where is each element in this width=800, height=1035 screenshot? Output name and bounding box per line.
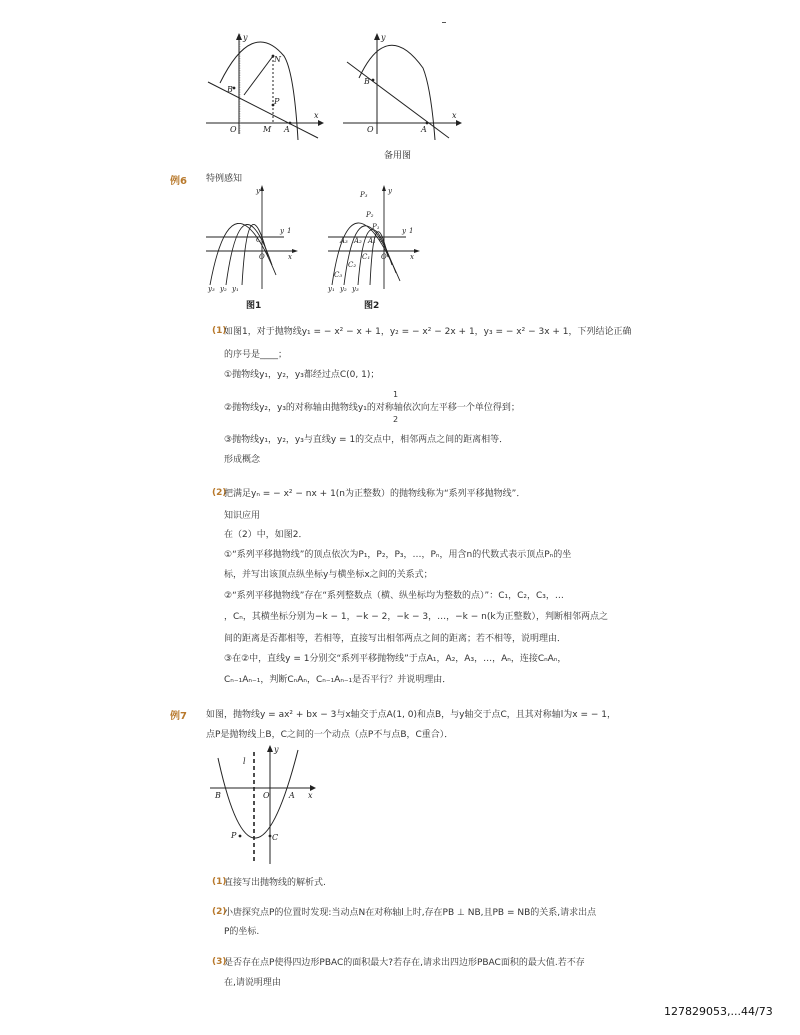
label-p1: P₁ [372, 223, 380, 231]
label-x: x [288, 253, 292, 261]
question-2-line1: 把满足yₙ = − x² − nx + 1(n为正整数）的抛物线称为“系列平移抛物线”． [224, 489, 526, 499]
question-1-item1: ①抛物线y₁，y₂，y₃都经过点C(0, 1)； [224, 370, 380, 380]
figure-ex6-fig2 [326, 185, 421, 293]
label-l: l [243, 757, 246, 766]
ex7-question-1-number: (1) [212, 877, 227, 887]
ex7-question-1-text: 直接写出抛物线的解析式. [224, 878, 326, 888]
document-id: 127829053,... [664, 1005, 741, 1018]
question-1-line2: 的序号是____； [224, 350, 288, 360]
ex7-question-2-line2: P的坐标. [224, 927, 260, 937]
label-o: O [230, 125, 237, 134]
label-x: x [314, 111, 319, 120]
figure-caption-1: 图1 [246, 301, 262, 311]
label-y: y [280, 227, 284, 235]
label-y: y [274, 745, 279, 754]
figure-ex6-fig1 [204, 185, 299, 293]
line-ab [347, 62, 449, 138]
header-mark [442, 22, 446, 23]
label-c: C [272, 833, 279, 842]
example-7-line1: 如图，抛物线y = ax² + bx − 3与x轴交于点A(1, 0)和点B，与y轴交于点C，且其对称轴l为x = − 1， [206, 710, 617, 720]
ex7-question-3-number: (3) [212, 957, 227, 967]
fraction-numerator: 1 [393, 390, 399, 399]
segment-bn [244, 56, 273, 95]
label-x: x [410, 253, 414, 261]
figure-top-right [335, 28, 465, 140]
concept-heading: 形成概念 [224, 455, 261, 465]
ex7-question-3-line1: 是否存在点P使得四边形PBAC的面积最大?若存在,请求出四边形PBAC面积的最大值.若不存 [224, 958, 585, 968]
label-y3: y₃ [352, 285, 359, 293]
label-a2: A₂ [354, 237, 362, 245]
label-c: C [256, 236, 262, 244]
label-n: N [274, 55, 281, 64]
label-m: M [263, 125, 272, 134]
example-6-title: 特例感知 [206, 174, 243, 184]
page-indicator: 44/73 [741, 1005, 773, 1018]
parabola-y2 [226, 225, 272, 286]
label-o: O [263, 791, 270, 800]
label-a1: A₁ [368, 237, 376, 245]
label-y3: y₃ [208, 285, 215, 293]
label-o: O [259, 253, 265, 261]
sub-question-2-line1: ②“系列平移抛物线”存在“系列整数点（横、纵坐标均为整数的点）”：C₁，C₂，C₃，… [224, 591, 564, 601]
figure-top-left [200, 28, 330, 140]
ex7-question-3-line2: 在,请说明理由 [224, 978, 281, 988]
label-x: x [452, 111, 457, 120]
question-1-item3: ③抛物线y₁，y₂，y₃与直线y = 1的交点中，相邻两点之间的距离相等． [224, 435, 509, 445]
label-c3: C₃ [334, 271, 343, 279]
label-y2: y₂ [340, 285, 347, 293]
ex7-question-2-line1: 小唐探究点P的位置时发现:当动点N在对称轴l上时,存在PB ⊥ NB,且PB = NB的关系,请求出点 [224, 908, 597, 918]
ex7-question-2-number: (2) [212, 907, 227, 917]
label-a: A [284, 125, 290, 134]
label-p: P [274, 97, 280, 106]
label-p: P [231, 831, 237, 840]
label-c: C [379, 236, 385, 244]
sub-question-2-line3: 间的距离是否都相等，若相等，直接写出相邻两点之间的距离；若不相等，说明理由． [224, 634, 567, 644]
question-2-context: 在（2）中，如图2． [224, 530, 308, 540]
application-heading: 知识应用 [224, 511, 261, 521]
question-1-item2: ②抛物线y₂，y₃的对称轴由抛物线y₁的对称轴依次向左平移一个单位得到； [224, 403, 520, 413]
label-y1: y₁ [328, 285, 335, 293]
label-a3: A₃ [340, 237, 348, 245]
label-b: B [227, 85, 233, 94]
label-x: x [308, 791, 313, 800]
label-b: B [215, 791, 221, 800]
question-1-line1: 如图1，对于抛物线y₁ = − x² − x + 1，y₂ = − x² − 2x + 1，y₃ = − x² − 3x + 1，下列结论正确 [224, 327, 632, 337]
label-o: O [367, 125, 374, 134]
label-c2: C₂ [348, 261, 357, 269]
label-p3: P₃ [360, 191, 368, 199]
example-6-label: 例6 [170, 176, 187, 187]
label-y2: y₂ [220, 285, 227, 293]
label-o: O [381, 253, 387, 261]
sub-question-2-line2: ，Cₙ，其横坐标分别为−k − 1，−k − 2，−k − 3，…，−k − n(k为正整数），判断相邻两点之 [224, 612, 609, 622]
sub-question-3-line1: ③在②中，直线y = 1分别交“系列平移抛物线”于点A₁，A₂，A₃，…，Aₙ，连接CₙAₙ， [224, 654, 567, 664]
sub-question-1-line2: 标，并写出该顶点纵坐标y与横坐标x之间的关系式； [224, 570, 433, 580]
figure-caption-2: 图2 [364, 301, 380, 311]
figure-ex7 [208, 742, 320, 866]
label-one: 1 [287, 227, 292, 235]
label-one: 1 [409, 227, 414, 235]
label-y: y [243, 33, 248, 42]
label-p2: P₂ [366, 211, 374, 219]
label-y1: y₁ [232, 285, 239, 293]
figure-caption-spare: 备用图 [384, 151, 412, 161]
sub-question-3-line2: Cₙ₋₁Aₙ₋₁，判断CₙAₙ，Cₙ₋₁Aₙ₋₁是否平行？并说明理由． [224, 675, 452, 685]
parabola [218, 750, 298, 838]
label-c1: C₁ [362, 253, 371, 261]
example-7-label: 例7 [170, 711, 187, 722]
label-b: B [364, 77, 370, 86]
fraction-denominator: 2 [393, 415, 399, 424]
question-1-number: (1) [212, 326, 227, 336]
label-y: y [402, 227, 406, 235]
label-y: y [388, 187, 392, 195]
label-a: A [289, 791, 295, 800]
label-y: y [381, 33, 386, 42]
label-y: y [256, 187, 260, 195]
sub-question-1-line1: ①“系列平移抛物线”的顶点依次为P₁，P₂，P₃，…，Pₙ，用含n的代数式表示顶点Pₙ的坐 [224, 550, 572, 560]
question-2-number: (2) [212, 488, 227, 498]
example-7-line2: 点P是抛物线上B，C之间的一个动点（点P不与点B，C重合）． [206, 730, 454, 740]
label-a: A [421, 125, 427, 134]
